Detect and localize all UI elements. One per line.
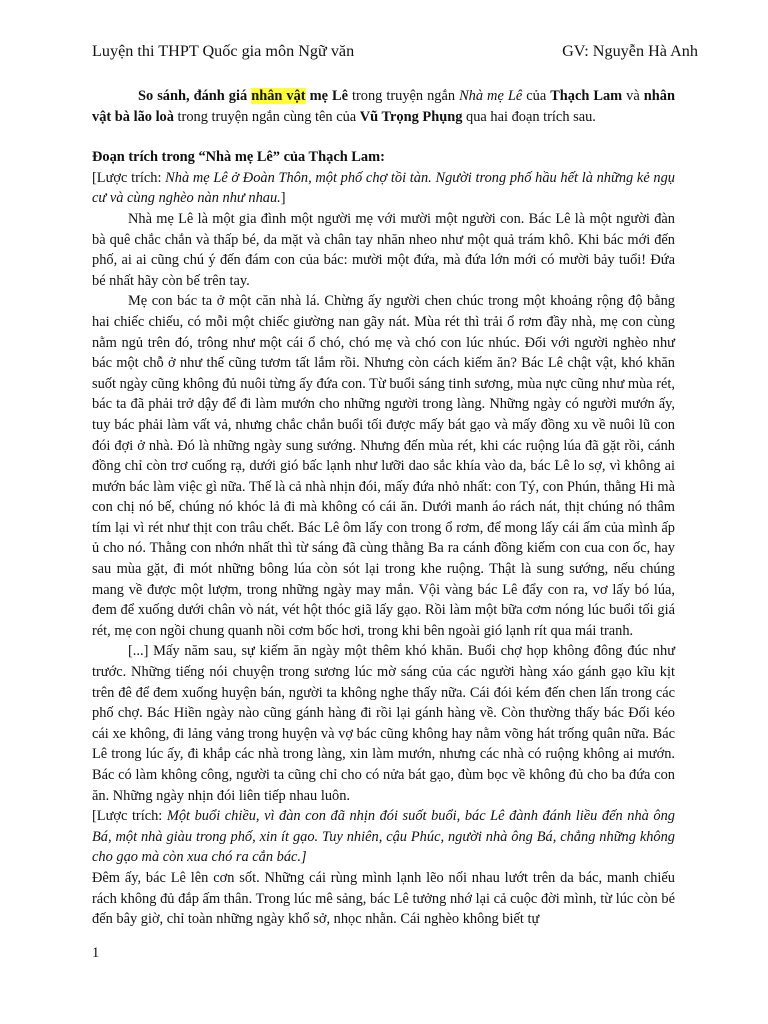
header-course-title: Luyện thi THPT Quốc gia môn Ngữ văn [92,42,355,60]
page-header [92,42,698,61]
title-part-1: So sánh, đánh giá [138,88,252,104]
page-number: 1 [92,945,100,961]
paragraph-1: Nhà mẹ Lê là một gia đình một người mẹ với mười một người con. Bác Lê là một người đàn bà quê chắc chắn và thấp bé, da mặt và chân tay nhăn nheo như một quả trám khô. Khi bác mới đến phố, ai ai cũng chú ý đến đám con của bác: mười một đứa, mà đứa lớn mới có mười bảy tuổi! Đứa bé nhất hãy còn bế trên tay. [92,210,675,289]
title-author-2: Vũ Trọng Phụng [359,108,463,125]
title-part-4: của [522,88,551,104]
title-part-6: nhân vật bà lão loà [92,88,675,125]
title-part-2: mẹ Lê [305,88,348,104]
title-part-5: và [622,88,644,104]
spacer [92,127,675,147]
header-teacher-name: GV: Nguyễn Hà Anh [562,42,698,60]
summary-1-open: [Lược trích: [92,169,166,186]
assignment-title [92,86,675,127]
summary-2-text: Một buổi chiều, vì đàn con đã nhịn đói suốt buổi, bác Lê đành đánh liều đến nhà ông Bá, một nhà giàu trong phố, xin ít gạo. Tuy nhiên, cậu Phúc, người nhà ông Bá, chẳng những không cho gạo mà còn xua chó ra cắn bác.] [92,808,675,866]
summary-1-text: Nhà mẹ Lê ở Đoàn Thôn, một phố chợ tồi tàn. Người trong phố hầu hết là những kẻ ngụ cư và cùng nghèo nàn như nhau. [92,169,675,207]
title-highlight: nhân vật [251,88,306,104]
summary-note-1 [92,168,675,209]
paragraph-3: [...] Mấy năm sau, sự kiếm ăn ngày một thêm khó khăn. Buổi chợ họp không đông đúc như trước. Những tiếng nói chuyện trong sương lúc mờ sáng của các người hàng xáo gánh gạo kĩu kịt trên đê để đem xuống huyện bán, người ta không nghe thấy nữa. Cái đói kém đến chen lấn trong các phố chợ. Bác Hiền ngày nào cũng gánh hàng đi rồi lại gánh hàng về. Còn thường thấy bác Đối kéo cái xe không, đi lảng vảng trong huyện và vợ bác cũng không hay nằm võng hát trống quân nữa. Bác Lê trong lúc ấy, đi khắp các nhà trong làng, xin làm mướn, nhưng các nhà có ruộng không ai mướn. Bác có làm không công, người ta cũng chỉ cho có nửa bát gạo, đùm bọc về không đủ cho ba đứa con ăn. Những ngày nhịn đói liên tiếp nhau luôn. [92,643,675,804]
title-part-8: qua hai đoạn trích sau. [462,108,596,125]
title-part-7: trong truyện ngắn cùng tên của [173,108,360,125]
title-work-name: Nhà mẹ Lê [459,88,523,104]
summary-2-open: [Lược trích: [92,808,167,825]
document-body [92,86,675,930]
summary-1-close: ] [280,190,286,207]
title-author-1: Thạch Lam [550,88,623,104]
section-heading: Đoạn trích trong “Nhà mẹ Lê” của Thạch Lam: [92,149,385,166]
summary-note-2 [92,806,675,868]
paragraph-2: Mẹ con bác ta ở một căn nhà lá. Chừng ấy người chen chúc trong một khoảng rộng độ bằng hai chiếc chiếu, có mỗi một chiếc giường nan gãy nát. Mùa rét thì trải ổ rơm đầy nhà, mẹ con cùng nằm ngủ trên đó, trông như một cái ổ chó, chó mẹ và chó con lúc nhúc. Đối với người nghèo như bác một chỗ ở như thế cũng tươm tất lắm rồi. Nhưng còn cách kiếm ăn? Bác Lê chật vật, khó khăn suốt ngày cũng không đủ nuôi từng ấy đứa con. Từ buổi sáng tinh sương, mùa nực cũng như mùa rét, bác ta đã phải trở dậy để đi làm mướn cho những người trong làng. Những ngày có người mướn ấy, tuy bác phải làm vất vả, nhưng chắc chắn buổi tối được mấy bát gạo và mấy đồng xu về nuôi lũ con đói đợi ở nhà. Đó là những ngày sung sướng. Nhưng đến mùa rét, khi các ruộng lúa đã gặt rồi, cánh đồng chỉ còn trơ cuống rạ, dưới gió bấc lạnh như lưỡi dao sắc khía vào da, bác Lê lo sợ, vì không ai mướn bác làm việc gì nữa. Thế là cả nhà nhịn đói, mấy đứa nhỏ nhất: con Tý, con Phún, thằng Hi mà con chị nó bế, chúng nó khóc lả đi mà không có cái ăn. Dưới manh áo rách nát, thịt chúng nó thâm tím lại vì rét như thịt con trâu chết. Bác Lê ôm lấy con trong ổ rơm, để mong lấy cái ấm của mình ấp ủ cho nó. Thằng con nhớn nhất thì từ sáng đã cùng thằng Ba ra cánh đồng kiếm con cua con ốc, hay sau mùa gặt, đi mót những bông lúa còn sót lại trong khe ruộng. Thật là sung sướng, nếu chúng mang về được một lượm, trong những ngày may mắn. Vội vàng bác Lê đẩy con ra, vơ lấy bó lúa, đem để xuống dưới chân vò nát, vét hột thóc giã lấy gạo. Rồi làm một bữa cơm nóng lúc buổi tối giá rét, mẹ con ngồi chung quanh nồi cơm bốc hơi, trong khi bên ngoài gió lạnh rít qua mái tranh. [92,293,675,639]
title-part-3: trong truyện ngắn [347,88,460,104]
paragraph-4: Đêm ấy, bác Lê lên cơn sốt. Những cái rùng mình lạnh lẽo nối nhau lướt trên da bác, manh chiếu rách không đủ đắp ấm thân. Trong lúc mê sảng, bác Lê tưởng nhớ lại cả cuộc đời mình, từ lúc còn bé đến bây giờ, chỉ toàn những ngày khổ sở, nhọc nhằn. Cái nghèo không biết tự [92,869,675,928]
